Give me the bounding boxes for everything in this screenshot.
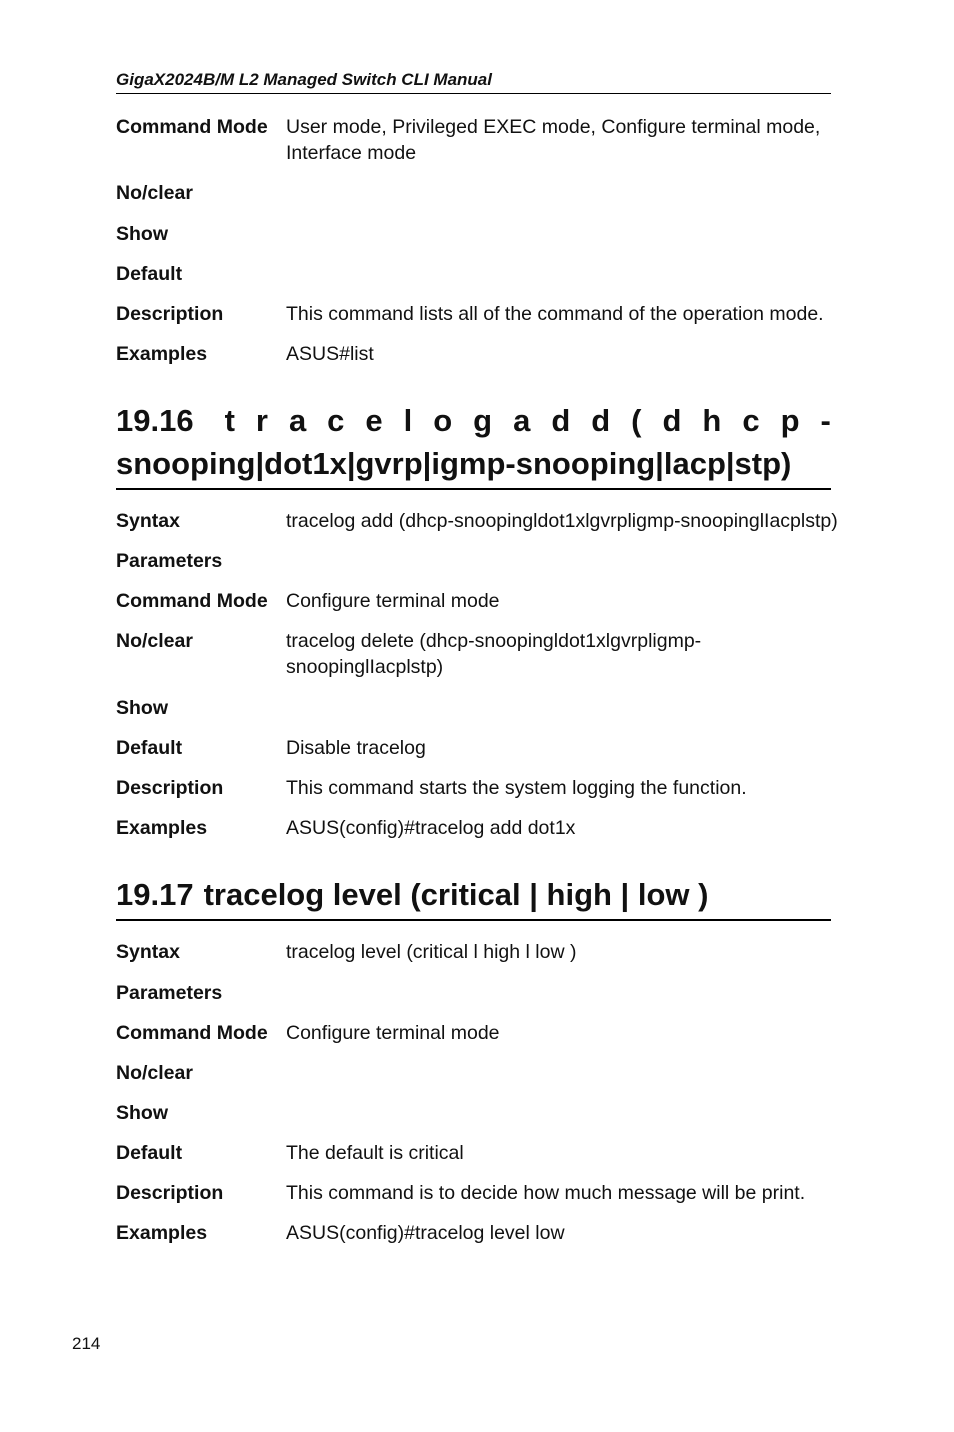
field-value: User mode, Privileged EXEC mode, Configure terminal mode, Interface mode: [286, 116, 821, 164]
field-value: ASUS#list: [286, 343, 374, 365]
field-value: This command lists all of the command of the operation mode.: [286, 303, 824, 325]
heading-char: d: [662, 403, 682, 438]
field-value: tracelog add (dhcp-snoopingldot1xlgvrpligmp-snoopinglIacplstp): [286, 510, 838, 532]
field-label: Description: [116, 303, 224, 325]
field-value: ASUS(config)#tracelog level low: [286, 1222, 565, 1244]
field-label: Examples: [116, 343, 208, 365]
field-value: ASUS(config)#tracelog add dot1x: [286, 817, 576, 839]
field-label: Command Mode: [116, 590, 268, 612]
section-title: tracelog level (critical | high | low ): [203, 877, 709, 912]
field-label: Parameters: [116, 982, 223, 1004]
field-label: No/clear: [116, 182, 193, 204]
field-label: Show: [116, 1102, 168, 1124]
running-header: GigaX2024B/M L2 Managed Switch CLI Manual: [116, 70, 831, 94]
heading-line-1: [116, 399, 831, 442]
section-heading-1917: [116, 873, 831, 921]
heading-char: l: [403, 403, 413, 438]
heading-char: d: [591, 403, 611, 438]
heading-char: c: [742, 403, 760, 438]
heading-char: d: [551, 403, 571, 438]
section-heading-1916: [116, 399, 831, 490]
field-label: Examples: [116, 817, 208, 839]
field-value: tracelog level (critical l high l low ): [286, 941, 577, 963]
heading-line-2: snooping|dot1x|gvrp|igmp-snooping|lacp|stp): [116, 446, 792, 481]
heading-char: a: [288, 403, 307, 438]
heading-char: g: [473, 403, 493, 438]
field-label: Show: [116, 223, 168, 245]
heading-line-1: [116, 873, 831, 916]
field-label: Syntax: [116, 941, 180, 963]
heading-char: p: [780, 403, 800, 438]
heading-char: a: [513, 403, 531, 438]
heading-char: e: [365, 403, 383, 438]
section-number: 19.16: [116, 403, 194, 438]
heading-char: o: [433, 403, 453, 438]
field-value: This command is to decide how much message will be print.: [286, 1182, 806, 1204]
field-value: Configure terminal mode: [286, 1022, 500, 1044]
field-label: No/clear: [116, 1062, 193, 1084]
field-label: Description: [116, 1182, 224, 1204]
field-value: tracelog delete (dhcp-snoopingldot1xlgvrpligmp-snoopinglIacplstp): [286, 630, 702, 678]
field-value: Configure terminal mode: [286, 590, 500, 612]
field-label: No/clear: [116, 630, 193, 652]
heading-char: (: [631, 403, 642, 438]
heading-char: r: [255, 403, 268, 438]
heading-char: h: [702, 403, 722, 438]
field-label: Default: [116, 737, 183, 759]
field-label: Show: [116, 697, 168, 719]
field-value: This command starts the system logging the function.: [286, 777, 747, 799]
page-number: 214: [72, 1334, 101, 1353]
heading-char: -: [820, 403, 831, 438]
field-label: Command Mode: [116, 116, 268, 138]
field-value: The default is critical: [286, 1142, 464, 1164]
field-label: Parameters: [116, 550, 223, 572]
field-label: Default: [116, 1142, 183, 1164]
field-label: Description: [116, 777, 224, 799]
field-label: Command Mode: [116, 1022, 268, 1044]
field-value: Disable tracelog: [286, 737, 426, 759]
section-number: 19.17: [116, 877, 194, 912]
field-label: Syntax: [116, 510, 180, 532]
field-label: Default: [116, 263, 183, 285]
heading-char: t: [224, 403, 235, 438]
field-label: Examples: [116, 1222, 208, 1244]
heading-char: c: [327, 403, 345, 438]
